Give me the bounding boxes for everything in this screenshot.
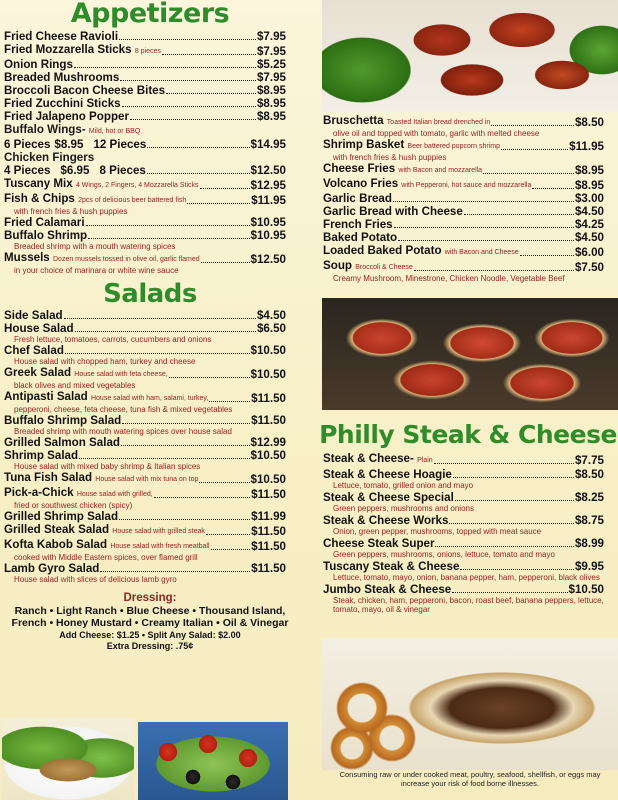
item-note: House salad with grilled steak	[112, 528, 205, 535]
wings-note: Mild, hot or BBQ	[88, 128, 141, 135]
item-note: 8 pieces	[134, 48, 161, 55]
buffalo-wings-item	[0, 123, 300, 151]
item-price: $7.95	[256, 30, 286, 43]
menu-item	[318, 452, 618, 467]
item-description: with french fries & hush puppies	[14, 207, 128, 216]
menu-item	[0, 322, 300, 344]
salads-heading: Salads	[103, 279, 197, 309]
menu-item	[318, 583, 618, 614]
item-price: $6.50	[256, 322, 286, 335]
item-description: House salad with chopped ham, turkey and cheese	[14, 357, 196, 366]
item-name: Tuscany Mix 4 Wings, 2 Fingers, 4 Mozzarella Sticks	[4, 177, 199, 190]
item-name: Steak & Cheese Hoagie	[323, 468, 452, 481]
item-price: $10.50	[250, 368, 286, 381]
dressing-line-1: Ranch • Light Ranch • Blue Cheese • Thousand Island,	[14, 604, 286, 617]
item-name: Shrimp Salad	[4, 449, 79, 462]
menu-item	[318, 205, 618, 218]
item-description: black olives and mixed vegetables	[14, 381, 136, 390]
item-name: Shrimp Basket Beer battered popcorn shrimp	[323, 138, 501, 151]
menu-item	[0, 344, 300, 366]
menu-item	[0, 510, 300, 523]
sides-list	[318, 114, 618, 283]
item-name: Garlic Bread	[323, 192, 392, 205]
item-name: Grilled Steak Salad House salad with grilled steak	[4, 523, 205, 536]
item-price: $8.50	[574, 116, 604, 129]
item-name: Baked Potato	[323, 231, 398, 244]
item-description: Lettuce, tomato, mayo, onion, banana pepper, ham, pepperoni, black olives	[333, 573, 600, 582]
menu-item	[0, 229, 300, 251]
item-price: $7.75	[574, 454, 604, 467]
item-description: Fresh lettuce, tomatoes, carrots, cucumbers and onions	[14, 335, 212, 344]
item-name: Broccoli Bacon Cheese Bites	[4, 84, 166, 97]
item-name: Fried Cheese Ravioli	[4, 30, 119, 43]
item-name: Steak & Cheese Works	[323, 514, 449, 527]
item-price: $4.50	[256, 309, 286, 322]
fingers-eight-label: 8 Pieces	[99, 164, 146, 177]
menu-item	[318, 514, 618, 536]
menu-item	[0, 71, 300, 84]
item-name: Bruschetta Toasted Italian bread drenched in	[323, 114, 491, 127]
menu-item	[0, 43, 300, 58]
item-price: $8.95	[256, 97, 286, 110]
item-name: Fried Zucchini Sticks	[4, 97, 121, 110]
item-price: $3.00	[574, 192, 604, 205]
menu-item	[318, 491, 618, 513]
item-name: Cheese Fries with Bacon and mozzarella	[323, 162, 483, 175]
wings-six-price: $8.95	[54, 138, 84, 151]
menu-item	[0, 449, 300, 471]
item-note: with Bacon and Cheese	[444, 249, 519, 256]
item-price: $8.95	[256, 84, 286, 97]
item-name: Antipasti Salad House salad with ham, salami, turkey,	[4, 390, 209, 403]
menu-item	[0, 414, 300, 436]
menu-item	[318, 259, 618, 283]
item-price: $11.50	[251, 392, 286, 405]
item-price: $10.50	[250, 344, 286, 357]
fingers-four-price: $6.95	[60, 164, 90, 177]
item-description: in your choice of marinara or white wine sauce	[14, 266, 179, 275]
menu-item	[0, 251, 300, 275]
menu-item	[318, 138, 618, 162]
item-price: $10.50	[568, 583, 604, 596]
item-note: Toasted Italian bread drenched in	[386, 119, 491, 126]
menu-item	[0, 486, 300, 510]
menu-item	[0, 562, 300, 584]
menu-item	[318, 560, 618, 582]
item-price: $8.99	[574, 537, 604, 550]
appetizers-list-2	[0, 177, 300, 275]
menu-item	[0, 110, 300, 123]
item-price: $8.95	[574, 179, 604, 192]
menu-item	[0, 177, 300, 192]
item-price: $11.95	[251, 194, 286, 207]
menu-item	[0, 390, 300, 414]
appetizers-list	[0, 30, 300, 123]
item-price: $5.25	[256, 58, 286, 71]
item-name: Cheese Steak Super	[323, 537, 435, 550]
menu-item	[0, 58, 300, 71]
item-price: $12.50	[250, 253, 286, 266]
menu-item	[0, 523, 300, 538]
item-price: $10.50	[250, 449, 286, 462]
item-description: pepperoni, cheese, feta cheese, tuna fish & mixed vegetables	[14, 405, 233, 414]
item-price: $10.95	[250, 229, 286, 242]
fingers-name: Chicken Fingers	[4, 151, 95, 164]
item-price: $10.50	[250, 473, 286, 486]
item-name: Loaded Baked Potato with Bacon and Cheese	[323, 244, 519, 257]
item-price: $8.75	[574, 514, 604, 527]
greek-salad-photo	[138, 722, 288, 800]
left-column	[0, 0, 300, 652]
dressing-line-4: Extra Dressing: .75¢	[106, 640, 194, 651]
item-price: $12.95	[250, 179, 286, 192]
wings-name: Buffalo Wings-	[4, 123, 86, 136]
item-name: Mussels Dozen mussels tossed in olive oil, garlic flamed	[4, 251, 200, 264]
menu-item	[0, 97, 300, 110]
item-price: $9.95	[574, 560, 604, 573]
item-price: $8.50	[574, 468, 604, 481]
fingers-four-label: 4 Pieces	[4, 164, 51, 177]
menu-item	[318, 218, 618, 231]
item-name: Steak & Cheese Special	[323, 491, 454, 504]
item-name: French Fries	[323, 218, 393, 231]
philly-list	[318, 452, 618, 614]
dressing-block	[0, 592, 300, 652]
item-price: $4.50	[574, 205, 604, 218]
item-name: Tuna Fish Salad House salad with mix tuna on top	[4, 471, 199, 484]
item-price: $11.50	[251, 562, 286, 575]
menu-item	[0, 538, 300, 562]
wings-twelve-label: 12 Pieces	[93, 138, 147, 151]
item-note: House salad with grilled,	[76, 491, 153, 498]
item-name: Greek Salad House salad with feta cheese,	[4, 366, 168, 379]
item-name: Fried Mozzarella Sticks 8 pieces	[4, 43, 161, 56]
item-price: $11.50	[251, 525, 286, 538]
philly-column	[318, 420, 618, 615]
item-note: Beer battered popcorn shrimp	[407, 143, 501, 150]
menu-item	[318, 244, 618, 259]
item-description: Breaded shrimp with mouth watering spices over house salad	[14, 427, 232, 436]
dressing-line-2: French • Honey Mustard • Creamy Italian • Oil & Vinegar	[11, 617, 289, 629]
item-price: $8.95	[574, 164, 604, 177]
wings-six-label: 6 Pieces	[4, 138, 51, 151]
item-price: $11.50	[251, 488, 286, 501]
menu-item	[0, 84, 300, 97]
philly-sandwich-photo	[322, 638, 618, 770]
item-name: Pick-a-Chick House salad with grilled,	[4, 486, 153, 499]
menu-item	[0, 216, 300, 229]
item-description: Breaded shrimp with a mouth watering spices	[14, 242, 176, 251]
menu-item	[0, 192, 300, 216]
item-name: Lamb Gyro Salad	[4, 562, 100, 575]
item-note: House salad with mix tuna on top	[95, 476, 199, 483]
item-price: $8.25	[574, 491, 604, 504]
item-description: Onion, green pepper, mushrooms, topped with meat sauce	[333, 527, 542, 536]
item-name: Chef Salad	[4, 344, 64, 357]
grilled-chicken-salad-photo	[2, 718, 134, 800]
dressing-title: Dressing:	[123, 592, 177, 604]
item-description: Steak, chicken, ham, pepperoni, bacon, roast beef, banana peppers, lettuce, tomato, mayo, oil & vinegar	[333, 596, 604, 614]
sides-column	[318, 114, 618, 283]
item-name: Steak & Cheese- Plain	[323, 452, 433, 465]
item-description: cooked with Middle Eastern spices, over flamed grill	[14, 553, 198, 562]
item-name: Kofta Kabob Salad House salad with fresh meatball	[4, 538, 210, 551]
item-note: 2pcs of delicious beer battered fish	[78, 197, 187, 204]
item-name: Buffalo Shrimp Salad	[4, 414, 122, 427]
item-description: Green peppers, mushrooms, onions, lettuce, tomato and mayo	[333, 550, 555, 559]
item-description: House salad with mixed baby shrimp & Italian spices	[14, 462, 201, 471]
item-price: $12.99	[250, 436, 286, 449]
menu-item	[0, 30, 300, 43]
item-note: with Pepperoni, hot sauce and mozzarella	[401, 182, 532, 189]
menu-item	[318, 468, 618, 490]
item-name: Soup Broccoli & Cheese	[323, 259, 413, 272]
item-price: $11.95	[569, 140, 604, 153]
item-name: Side Salad	[4, 309, 63, 322]
salads-list	[0, 309, 300, 584]
item-price: $7.50	[574, 261, 604, 274]
item-price: $4.25	[574, 218, 604, 231]
item-name: Breaded Mushrooms	[4, 71, 120, 84]
item-note: House salad with fresh meatball	[110, 543, 210, 550]
item-name: Grilled Shrimp Salad	[4, 510, 119, 523]
food-safety-footnote: Consuming raw or under cooked meat, poultry, seafood, shellfish, or eggs may increase your risk of food borne illnesses.	[339, 770, 601, 788]
item-price: $6.00	[574, 246, 604, 259]
buffalo-wings-photo	[322, 0, 618, 112]
item-price: $7.95	[256, 71, 286, 84]
item-price: $8.95	[256, 110, 286, 123]
item-description: Creamy Mushroom, Minestrone, Chicken Noodle, Vegetable Beef	[333, 274, 565, 283]
item-name: Grilled Salmon Salad	[4, 436, 120, 449]
item-name: Fish & Chips 2pcs of delicious beer battered fish	[4, 192, 187, 205]
item-price: $7.95	[256, 45, 286, 58]
item-note: Dozen mussels tossed in olive oil, garlic flamed	[53, 256, 200, 263]
item-description: olive oil and topped with tomato, garlic with melted cheese	[333, 129, 540, 138]
item-description: House salad with slices of delicious lamb gyro	[14, 575, 177, 584]
menu-item	[318, 231, 618, 244]
item-name: Onion Rings	[4, 58, 73, 71]
menu-item	[318, 162, 618, 177]
menu-item	[0, 309, 300, 322]
item-price: $11.99	[251, 510, 286, 523]
menu-item	[318, 114, 618, 138]
menu-item	[318, 177, 618, 192]
item-price: $4.50	[574, 231, 604, 244]
appetizers-heading: Appetizers	[70, 0, 230, 29]
item-description: fried or southwest chicken (spicy)	[14, 501, 133, 510]
menu-item	[0, 366, 300, 390]
chicken-fingers-item	[0, 151, 300, 177]
item-name: Garlic Bread with Cheese	[323, 205, 463, 218]
item-name: Jumbo Steak & Cheese	[323, 583, 452, 596]
item-name: Fried Jalapeno Popper	[4, 110, 129, 123]
philly-heading: Philly Steak & Cheese	[319, 420, 617, 449]
item-name: Volcano Fries with Pepperoni, hot sauce and mozzarella	[323, 177, 532, 190]
menu-item	[0, 471, 300, 486]
menu-item	[318, 537, 618, 559]
item-note: with Bacon and mozzarella	[398, 167, 483, 174]
dressing-line-3: Add Cheese: $1.25 • Split Any Salad: $2.00	[59, 629, 241, 640]
item-name: Buffalo Shrimp	[4, 229, 88, 242]
item-price: $11.50	[251, 414, 286, 427]
item-price: $11.50	[251, 540, 286, 553]
wings-twelve-price: $14.95	[250, 138, 286, 151]
item-name: Fried Calamari	[4, 216, 85, 229]
item-note: Plain	[417, 457, 433, 464]
item-note: House salad with feta cheese,	[74, 371, 168, 378]
item-note: Broccoli & Cheese	[355, 264, 413, 271]
item-name: House Salad	[4, 322, 74, 335]
item-note: House salad with ham, salami, turkey,	[90, 395, 209, 402]
bruschetta-photo	[322, 298, 618, 410]
item-note: 4 Wings, 2 Fingers, 4 Mozzarella Sticks	[75, 182, 199, 189]
menu-item	[0, 436, 300, 449]
menu-item	[318, 192, 618, 205]
item-description: with french fries & hush puppies	[333, 153, 447, 162]
item-description: Lettuce, tomato, grilled onion and mayo	[333, 481, 474, 490]
item-description: Green peppers, mushrooms and onions	[333, 504, 474, 513]
item-name: Tuscany Steak & Cheese	[323, 560, 460, 573]
item-price: $10.95	[250, 216, 286, 229]
fingers-eight-price: $12.50	[250, 164, 286, 177]
